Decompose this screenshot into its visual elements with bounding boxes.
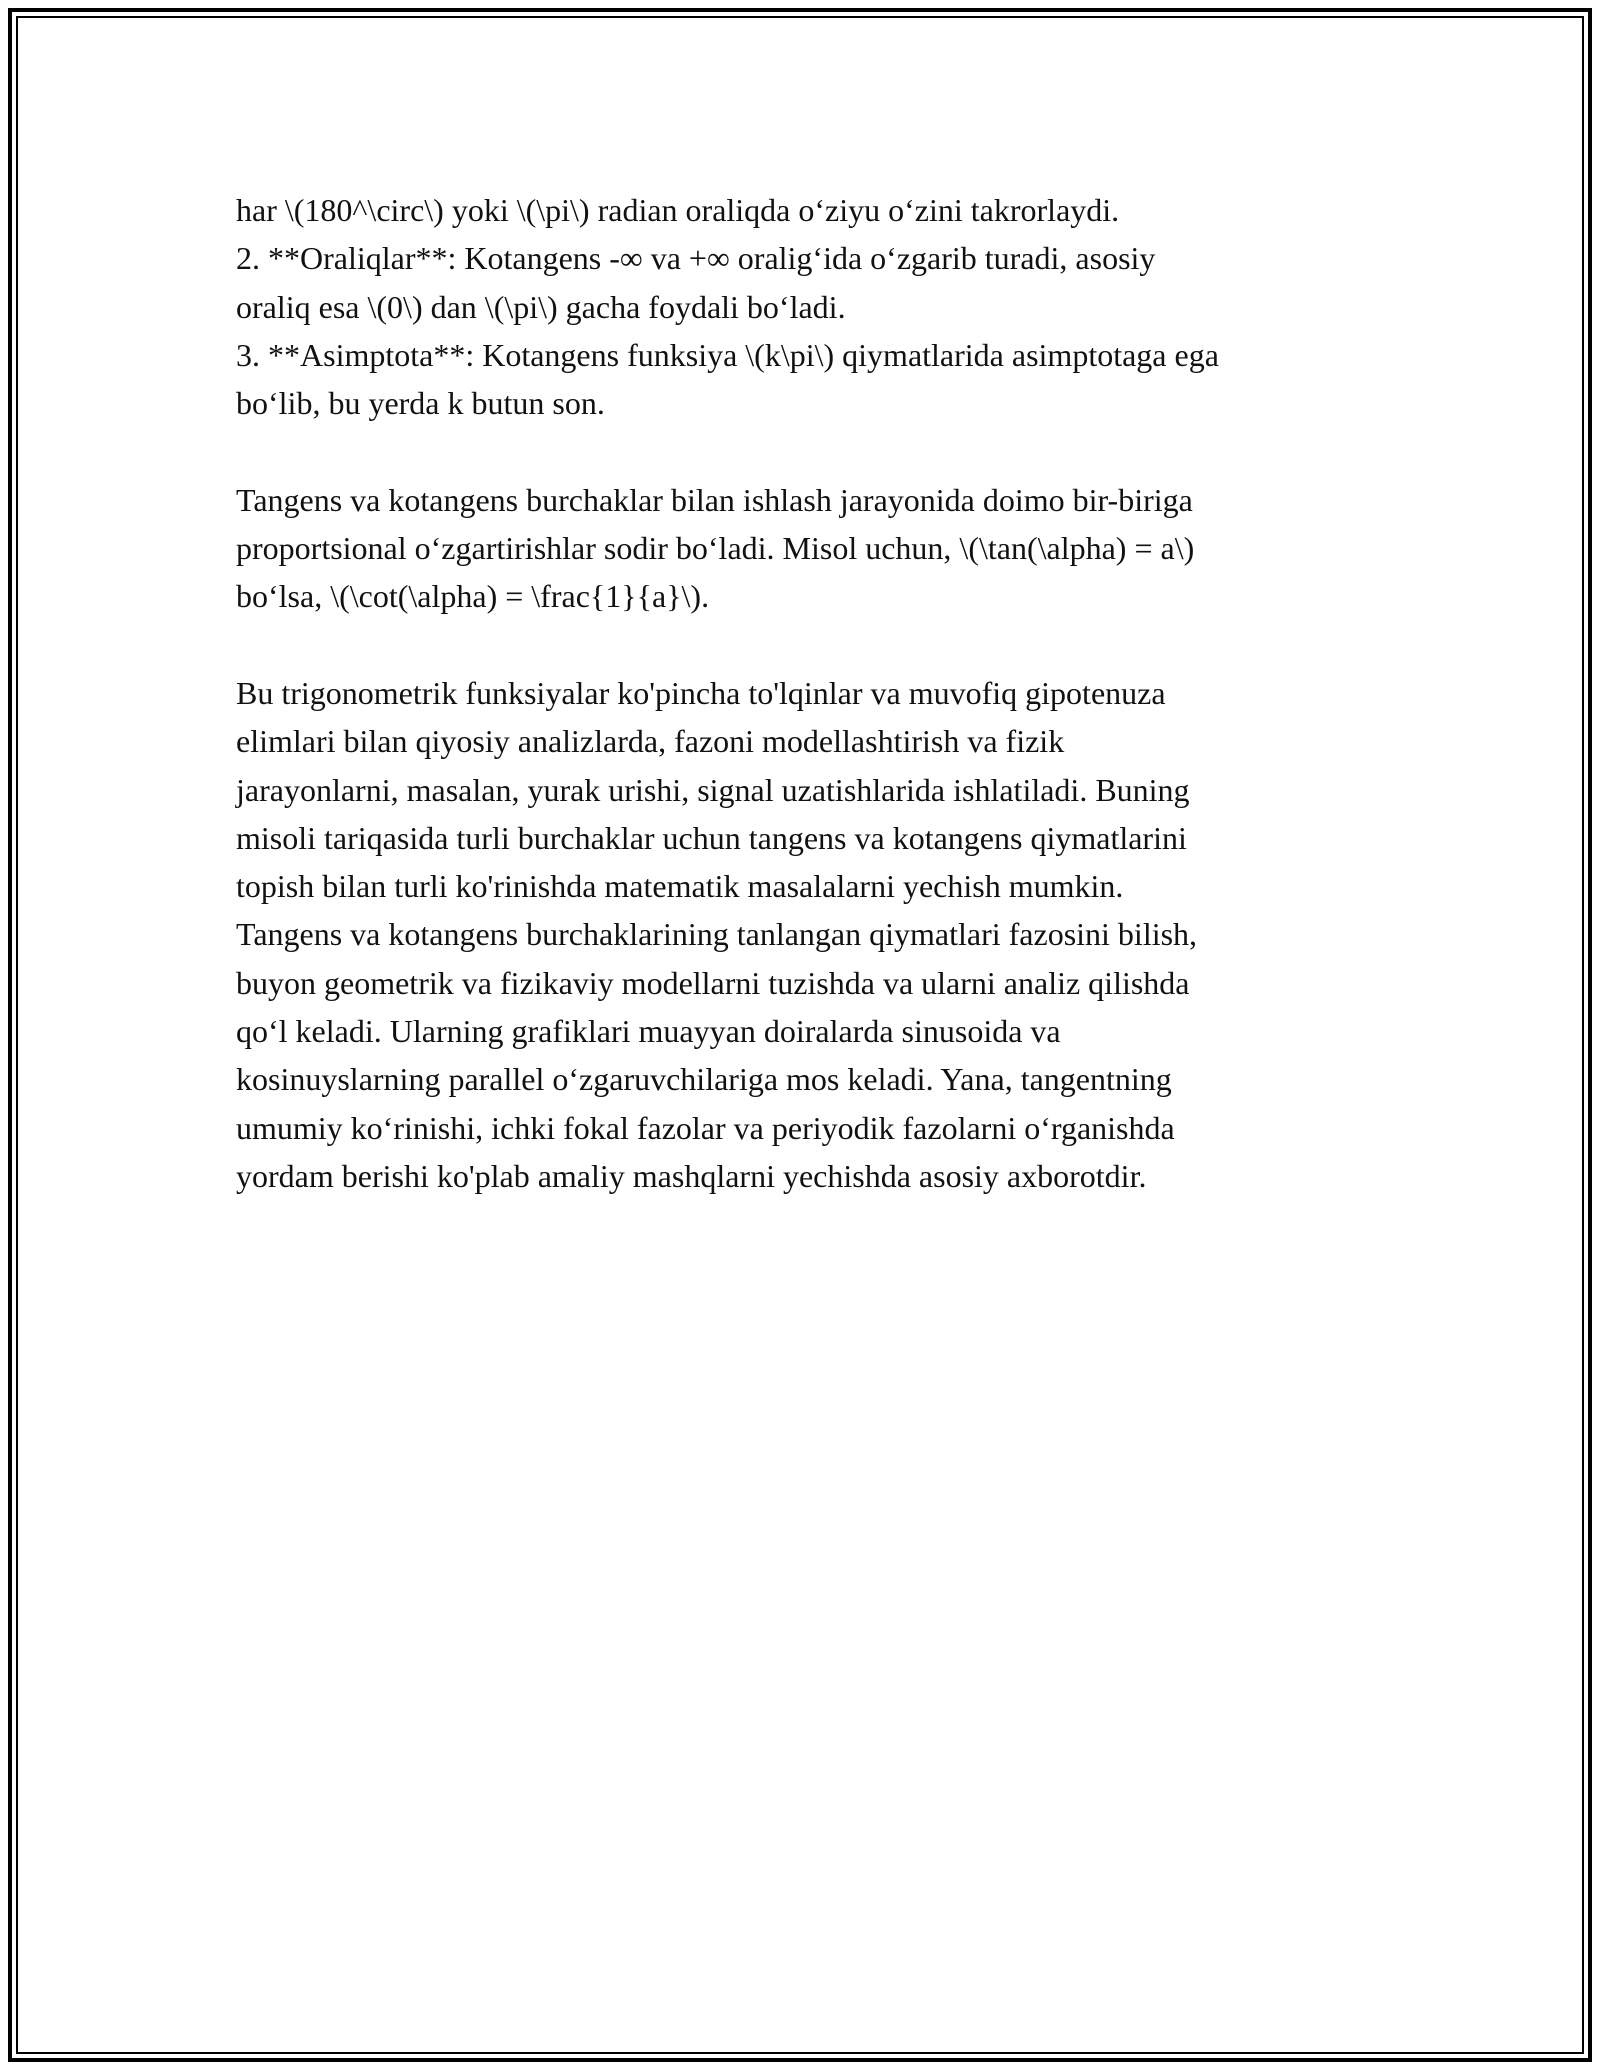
paragraph-applications: [236, 669, 1366, 1200]
text-line: elimlari bilan qiyosiy analizlarda, fazoni modellashtirish va fizik: [236, 723, 1065, 760]
text-line: umumiy ko‘rinishi, ichki fokal fazolar va periyodik fazolarni o‘rganishda: [236, 1109, 1175, 1146]
text-line: Tangens va kotangens burchaklarining tanlangan qiymatlari fazosini bilish,: [236, 916, 1198, 953]
text-line: har \(180^\circ\) yoki \(\pi\) radian oraliqda o‘ziyu o‘zini takrorlaydi.: [236, 192, 1120, 228]
paragraph-tangent-cotangent: [236, 476, 1366, 621]
text-line: topish bilan turli ko'rinishda matematik masalalarni yechish mumkin.: [236, 868, 1124, 905]
text-line: kosinuyslarning parallel o‘zgaruvchilariga mos keladi. Yana, tangentning: [236, 1061, 1172, 1098]
text-line: 3. **Asimptota**: Kotangens funksiya \(k\pi\) qiymatlarida asimptotaga ega: [236, 336, 1219, 373]
text-line: oraliq esa \(0\) dan \(\pi\) gacha foydali bo‘ladi.: [236, 288, 846, 325]
document-body: [236, 186, 1366, 1200]
text-line: Bu trigonometrik funksiyalar ko'pincha to'lqinlar va muvofiq gipotenuza: [236, 674, 1166, 711]
text-line: qo‘l keladi. Ularning grafiklari muayyan doiralarda sinusoida va: [236, 1013, 1061, 1050]
text-line: 2. **Oraliqlar**: Kotangens -∞ va +∞ oralig‘ida o‘zgarib turadi, asosiy: [236, 240, 1156, 277]
text-line: proportsional o‘zgartirishlar sodir bo‘ladi. Misol uchun, \(\tan(\alpha) = a\): [236, 530, 1195, 567]
text-line: yordam berishi ko'plab amaliy mashqlarni yechishda asosiy axborotdir.: [236, 1157, 1147, 1194]
text-line: jarayonlarni, masalan, yurak urishi, signal uzatishlarida ishlatiladi. Buning: [236, 771, 1190, 808]
text-line: buyon geometrik va fizikaviy modellarni tuzishda va ularni analiz qilishda: [236, 964, 1190, 1001]
text-line: misoli tariqasida turli burchaklar uchun tangens va kotangens qiymatlarini: [236, 819, 1187, 856]
text-line: bo‘lib, bu yerda k butun son.: [236, 385, 605, 422]
paragraph-list-continuation: [236, 186, 1366, 427]
text-line: bo‘lsa, \(\cot(\alpha) = \frac{1}{a}\).: [236, 578, 710, 615]
text-line: Tangens va kotangens burchaklar bilan ishlash jarayonida doimo bir-biriga: [236, 481, 1193, 518]
